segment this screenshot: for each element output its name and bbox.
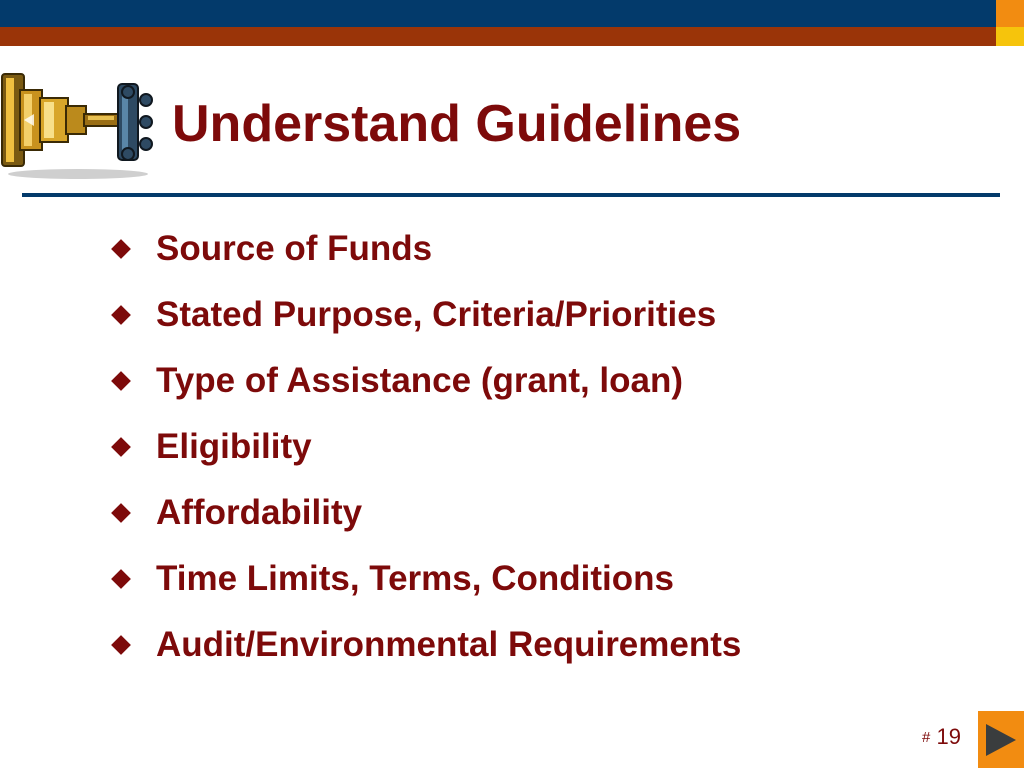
header-corner-orange: [996, 0, 1024, 27]
diamond-bullet-icon: [111, 635, 131, 655]
diamond-bullet-icon: [111, 437, 131, 457]
list-item: [108, 480, 741, 546]
slide-title: Understand Guidelines: [172, 95, 742, 153]
header-band-rust: [0, 27, 996, 46]
next-slide-button[interactable]: [978, 711, 1024, 768]
bullet-text: Audit/Environmental Requirements: [156, 625, 742, 664]
diamond-bullet-icon: [111, 569, 131, 589]
bullet-text: Time Limits, Terms, Conditions: [156, 559, 674, 598]
title-divider: [22, 193, 1000, 197]
diamond-bullet-icon: [111, 371, 131, 391]
list-item: [108, 546, 741, 612]
diamond-bullet-icon: [111, 503, 131, 523]
diamond-bullet-icon: [111, 239, 131, 259]
page-number-marker: #: [922, 729, 931, 746]
list-item: [108, 282, 741, 348]
list-item: [108, 612, 741, 678]
bullet-list: [108, 216, 741, 678]
pipe-valve-icon: [0, 70, 156, 180]
bullet-text: Eligibility: [156, 427, 312, 466]
diamond-bullet-icon: [111, 305, 131, 325]
page-number-value: 19: [936, 724, 961, 749]
play-arrow-icon: [986, 724, 1016, 756]
bullet-text: Stated Purpose, Criteria/Priorities: [156, 295, 717, 334]
page-number: [922, 724, 961, 750]
bullet-text: Affordability: [156, 493, 363, 532]
header-corner-yellow: [996, 27, 1024, 46]
header-band-blue: [0, 0, 996, 27]
bullet-text: Type of Assistance (grant, loan): [156, 361, 684, 400]
bullet-text: Source of Funds: [156, 229, 433, 268]
list-item: [108, 216, 741, 282]
list-item: [108, 414, 741, 480]
list-item: [108, 348, 741, 414]
